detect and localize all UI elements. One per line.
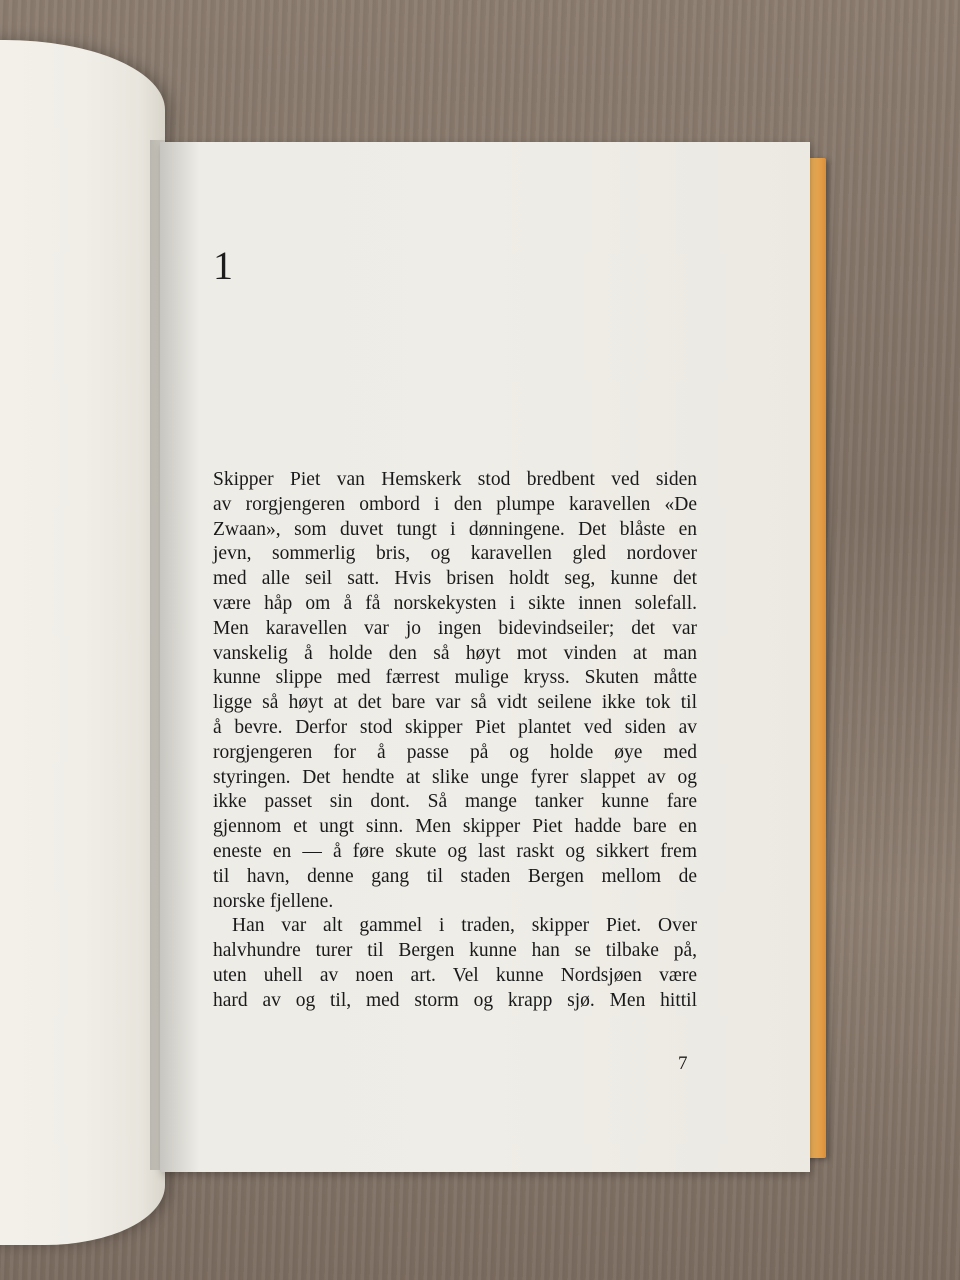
text-line: uten uhell av noen art. Vel kunne Nordsjøen være bbox=[213, 964, 697, 986]
text-line: kunne slippe med færrest mulige kryss. Skuten måtte bbox=[213, 667, 697, 689]
text-line: ikke passet sin dont. Så mange tanker kunne fare bbox=[213, 791, 697, 813]
text-line: gjennom et ungt sinn. Men skipper Piet hadde bare en bbox=[213, 816, 697, 838]
text-line: norske fjellene. bbox=[213, 890, 334, 912]
text-line: eneste en — å føre skute og last raskt og sikkert frem bbox=[213, 840, 697, 862]
paragraph-1 bbox=[213, 468, 697, 914]
page-number: 7 bbox=[678, 1053, 688, 1074]
body-text bbox=[213, 468, 697, 1014]
text-line: Zwaan», som duvet tungt i dønningene. Det blåste en bbox=[213, 518, 697, 540]
text-line: av rorgjengeren ombord i den plumpe karavellen «De bbox=[213, 493, 697, 515]
text-line: vanskelig å holde den så høyt mot vinden at man bbox=[213, 642, 697, 664]
text-line: Men karavellen var jo ingen bidevindseiler; det var bbox=[213, 617, 697, 639]
text-line: rorgjengeren for å passe på og holde øye med bbox=[213, 741, 697, 763]
paragraph-2 bbox=[213, 914, 697, 1013]
text-line: halvhundre turer til Bergen kunne han se tilbake på, bbox=[213, 940, 697, 962]
text-line: være håp om å få norskekysten i sikte innen solefall. bbox=[213, 592, 697, 614]
text-line: Skipper Piet van Hemskerk stod bredbent ved siden bbox=[213, 469, 697, 490]
text-line: jevn, sommerlig bris, og karavellen gled nordover bbox=[213, 543, 697, 565]
left-page bbox=[0, 40, 165, 1245]
text-line: å bevre. Derfor stod skipper Piet plantet ved siden av bbox=[213, 716, 697, 738]
text-line: styringen. Det hendte at slike unge fyrer slappet av og bbox=[213, 766, 697, 788]
chapter-number: 1 bbox=[213, 243, 233, 288]
text-line: til havn, denne gang til staden Bergen mellom de bbox=[213, 865, 697, 887]
text-line: med alle seil satt. Hvis brisen holdt seg, kunne det bbox=[213, 568, 697, 590]
text-line: Han var alt gammel i traden, skipper Piet. Over bbox=[232, 915, 697, 937]
text-line: ligge så høyt at det bare var så vidt seilene ikke tok til bbox=[213, 692, 697, 714]
page-gutter-shadow bbox=[160, 142, 200, 1172]
right-page bbox=[160, 142, 810, 1172]
text-line: hard av og til, med storm og krapp sjø. Men hittil bbox=[213, 989, 697, 1011]
